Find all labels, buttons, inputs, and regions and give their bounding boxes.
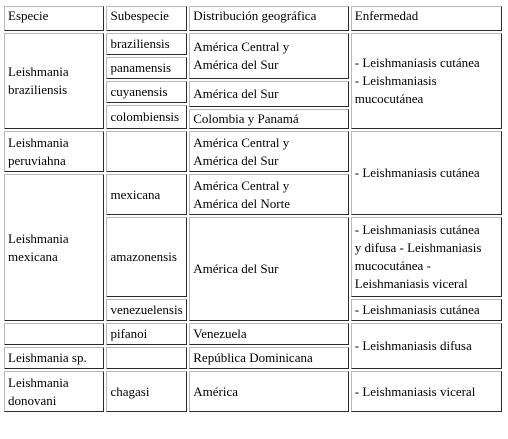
species-name-line: Leishmania — [8, 374, 69, 390]
species-cell-braziliensis — [4, 33, 104, 129]
disease-cell: - Leishmaniasis cutánea — [351, 131, 502, 215]
subspecies-cell: colombiensis — [106, 105, 187, 129]
species-name-line: peruviahna — [8, 152, 66, 168]
distribution-line: América del Sur — [193, 152, 279, 168]
species-name-line: braziliensis — [8, 82, 68, 97]
header-enfermedad: Enfermedad — [351, 6, 502, 31]
disease-line: - Leishmaniasis cutánea — [354, 222, 480, 237]
disease-line: - Leishmaniasis cutánea — [354, 55, 480, 70]
subspecies-cell: venezuelensis — [106, 299, 187, 321]
header-row — [4, 6, 502, 31]
leishmania-species-table — [2, 4, 504, 414]
species-cell-donovani — [4, 371, 104, 412]
table-row — [4, 323, 502, 345]
distribution-cell: Colombia y Panamá — [189, 109, 349, 129]
species-name-line: Leishmania — [8, 134, 69, 150]
distribution-cell: América — [189, 371, 349, 412]
disease-cell — [351, 33, 502, 129]
disease-cell: - Leishmaniasis viceral — [351, 371, 502, 412]
subspecies-cell: panamensis — [106, 57, 187, 79]
species-cell-empty — [4, 323, 104, 345]
disease-line: mucocutánea — [354, 91, 424, 106]
table-row — [4, 371, 502, 412]
disease-line: mucocutánea - — [354, 258, 431, 273]
distribution-line: América Central y — [193, 39, 290, 54]
species-name-line: mexicana — [8, 248, 58, 264]
header-subespecie: Subespecie — [106, 6, 187, 31]
species-name-line: donovani — [8, 392, 57, 408]
distribution-cell: América del Sur — [189, 81, 349, 107]
distribution-line: América del Sur — [193, 57, 279, 72]
distribution-cell — [189, 131, 349, 172]
subspecies-cell-empty — [106, 131, 187, 172]
disease-line: - Leishmaniasis — [354, 73, 437, 88]
disease-cell — [351, 217, 502, 297]
disease-line: Leishmaniasis viceral — [354, 276, 468, 291]
subspecies-cell: pifanoi — [106, 323, 187, 345]
distribution-cell: Venezuela — [189, 323, 349, 345]
distribution-line: América Central y — [193, 177, 290, 193]
subspecies-cell: mexicana — [106, 174, 187, 215]
distribution-line: América del Norte — [193, 195, 290, 211]
subspecies-cell: chagasi — [106, 371, 187, 412]
distribution-cell — [189, 33, 349, 79]
table-row — [4, 131, 502, 172]
header-distribucion: Distribución geográfica — [189, 6, 349, 31]
species-cell-sp: Leishmania sp. — [4, 347, 104, 369]
species-name-line: Leishmania — [8, 230, 69, 246]
disease-cell: - Leishmaniasis difusa — [351, 323, 502, 369]
table-row — [4, 33, 502, 55]
subspecies-cell-empty — [106, 347, 187, 369]
subspecies-cell: amazonensis — [106, 217, 187, 297]
disease-line: y difusa - Leishmaniasis — [354, 240, 482, 255]
subspecies-cell: cuyanensis — [106, 81, 187, 103]
subspecies-cell: braziliensis — [106, 33, 187, 55]
species-name-line: Leishmania — [8, 64, 69, 79]
distribution-cell: América del Sur — [189, 217, 349, 321]
disease-cell: - Leishmaniasis cutánea — [351, 299, 502, 321]
distribution-cell — [189, 174, 349, 215]
species-table-wrapper — [2, 4, 504, 414]
species-cell-peruviahna — [4, 131, 104, 172]
header-especie: Especie — [4, 6, 104, 31]
distribution-cell: República Dominicana — [189, 347, 349, 369]
species-cell-mexicana — [4, 174, 104, 321]
distribution-line: América Central y — [193, 134, 290, 150]
